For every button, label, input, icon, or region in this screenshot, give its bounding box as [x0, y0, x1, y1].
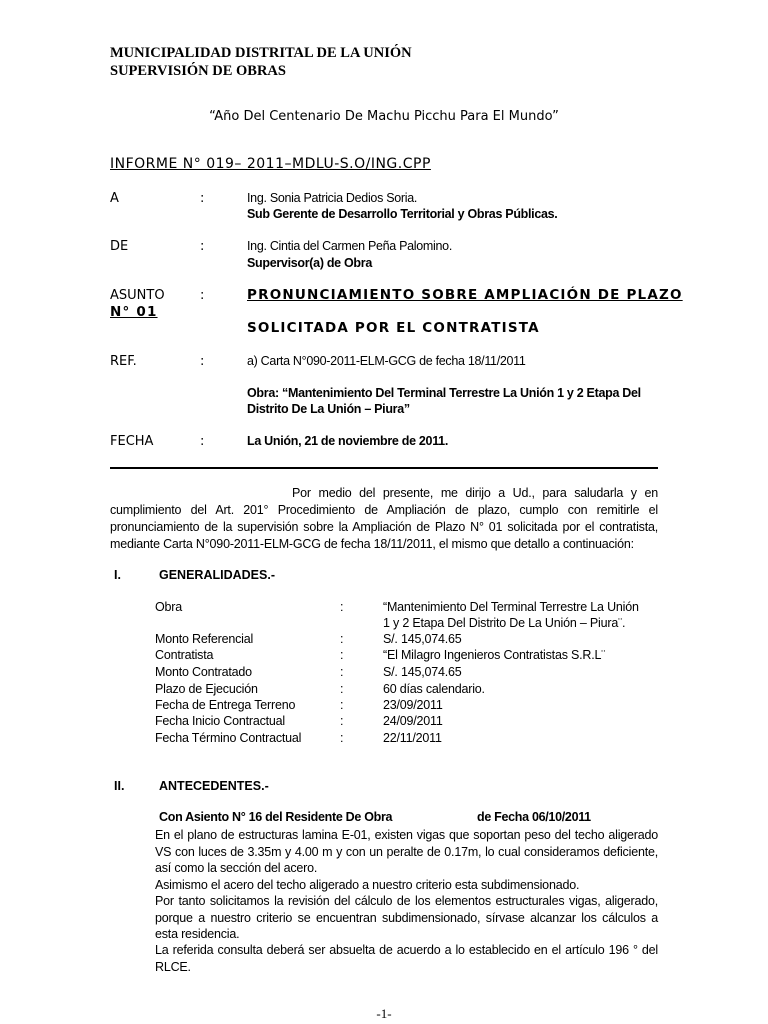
page-number: -1- [376, 1006, 392, 1021]
gen-colon: : [340, 682, 344, 696]
intro-rest: cumplimiento del Art. 201° Procedimiento de Ampliación de plazo, cumplo con remitirle el pronunciamiento de la supervisión sobre la Ampliación de Plazo N° 01 solicitada por el contratista, mediante Carta N°090-2011-ELM-GCG de fecha 18/11/2011, el mismo que detallo a continuación: [110, 503, 658, 551]
gen-value: S/. 145,074.65 [383, 632, 462, 646]
antecedent-paragraph-4: La referida consulta deberá ser absuelta de acuerdo a lo establecido en el artículo 196 ° del RLCE. [155, 943, 658, 974]
section-2-title: ANTECEDENTES.- [159, 779, 269, 793]
gen-value: 23/09/2011 [383, 698, 443, 712]
gen-value-cont: 1 y 2 Etapa Del Distrito De La Unión – Piura¨. [383, 616, 626, 630]
asiento-date: de Fecha 06/10/2011 [477, 810, 591, 824]
field-asunto-number: N° 01 [110, 304, 158, 320]
sender-name: Ing. Cintia del Carmen Peña Palomino. [247, 239, 452, 253]
recipient-name: Ing. Sonia Patricia Dedios Soria. [247, 191, 418, 205]
subject-line-2: SOLICITADA POR EL CONTRATISTA [247, 320, 540, 336]
gen-value: S/. 145,074.65 [383, 665, 462, 679]
section-2-number: II. [114, 779, 125, 793]
field-ref-label: REF. [110, 354, 137, 369]
gen-label: Monto Contratado [155, 665, 252, 679]
gen-value: 22/11/2011 [383, 731, 442, 745]
gen-label: Plazo de Ejecución [155, 682, 258, 696]
gen-colon: : [340, 648, 344, 662]
gen-label: Fecha Término Contractual [155, 731, 302, 745]
gen-colon: : [340, 665, 344, 679]
gen-colon: : [340, 632, 344, 646]
gen-label: Obra [155, 600, 182, 614]
antecedent-paragraph-1: En el plano de estructuras lamina E-01, existen vigas que soportan peso del techo aligerado VS con luces de 3.35m y 4.00 m y con un peralte de 0.17m, lo cual consideramos deficiente, así como la sección del acero. [155, 828, 658, 875]
gen-colon: : [340, 698, 344, 712]
report-number: INFORME N° 019– 2011–MDLU-S.O/ING.CPP [110, 156, 431, 172]
year-motto: “Año Del Centenario De Machu Picchu Para El Mundo” [209, 109, 559, 124]
antecedent-paragraph-3: Por tanto solicitamos la revisión del cálculo de los elementos estructurales vigas, aligerado, porque a nuestro criterio se encuentran subdimensionado, sírvase alcanzar los cálculos a esta residencia. [155, 894, 658, 941]
header-divider [110, 467, 658, 469]
gen-colon: : [340, 731, 344, 745]
gen-value: “Mantenimiento Del Terminal Terrestre La Unión [383, 600, 639, 614]
subject-line-1: PRONUNCIAMIENTO SOBRE AMPLIACIÓN DE PLAZO [247, 287, 683, 303]
gen-label: Contratista [155, 648, 214, 662]
reference-project-line-1: Obra: “Mantenimiento Del Terminal Terrestre La Unión 1 y 2 Etapa Del [247, 386, 641, 400]
gen-value: 60 días calendario. [383, 682, 485, 696]
intro-first-line: Por medio del presente, me dirijo a Ud., para saludarla y en [292, 486, 658, 500]
field-de-colon: : [200, 239, 205, 254]
field-fecha-colon: : [200, 434, 205, 449]
gen-label: Monto Referencial [155, 632, 254, 646]
field-a-colon: : [200, 191, 205, 206]
field-a-label: A [110, 191, 119, 206]
gen-label: Fecha de Entrega Terreno [155, 698, 296, 712]
intro-paragraph [110, 485, 658, 553]
field-de-label: DE [110, 239, 129, 254]
section-1-title: GENERALIDADES.- [159, 568, 275, 582]
gen-colon: : [340, 714, 344, 728]
gen-value: “El Milagro Ingenieros Contratistas S.R.L¨ [383, 648, 606, 662]
sender-title: Supervisor(a) de Obra [247, 256, 372, 270]
recipient-title: Sub Gerente de Desarrollo Territorial y Obras Públicas. [247, 207, 558, 221]
gen-value: 24/09/2011 [383, 714, 443, 728]
field-asunto-colon: : [200, 288, 205, 303]
gen-colon: : [340, 600, 344, 614]
field-asunto-label: ASUNTO [110, 288, 165, 303]
field-ref-colon: : [200, 354, 205, 369]
section-1-number: I. [114, 568, 121, 582]
letter-date: La Unión, 21 de noviembre de 2011. [247, 434, 448, 448]
antecedent-paragraph-2: Asimismo el acero del techo aligerado a nuestro criterio esta subdimensionado. [155, 878, 580, 892]
reference-letter: a) Carta N°090-2011-ELM-GCG de fecha 18/11/2011 [247, 354, 526, 368]
asiento-reference: Con Asiento N° 16 del Residente De Obra [159, 810, 393, 824]
reference-project-line-2: Distrito De La Unión – Piura” [247, 402, 410, 416]
department-name: SUPERVISIÓN DE OBRAS [110, 63, 286, 79]
gen-label: Fecha Inicio Contractual [155, 714, 285, 728]
municipality-name: MUNICIPALIDAD DISTRITAL DE LA UNIÓN [110, 45, 412, 61]
field-fecha-label: FECHA [110, 434, 154, 449]
